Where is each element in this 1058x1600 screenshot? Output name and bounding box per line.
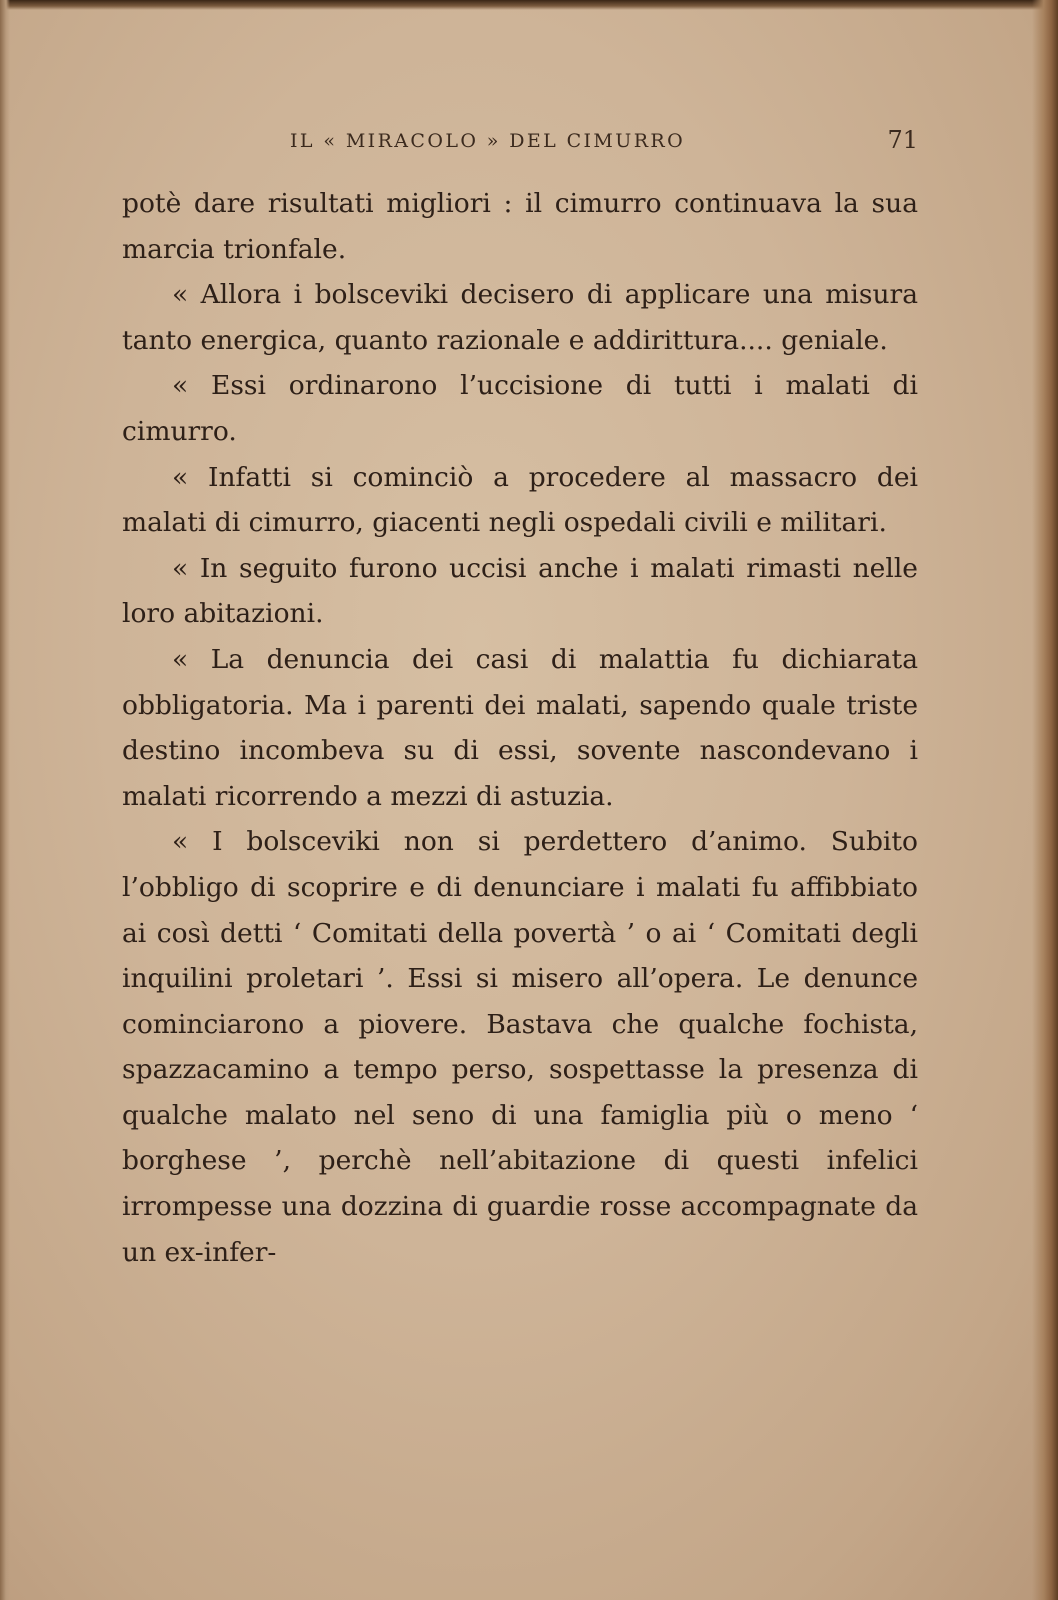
paragraph-3: « Essi ordinarono l’uccisione di tutti i malati di cimurro. [122,370,918,447]
paragraph-2: « Allora i bolsceviki decisero di applicare una misura tanto energica, quanto razionale e addirittura.... geniale. [122,279,918,356]
paragraph-6: « La denuncia dei casi di malattia fu dichiarata obbligatoria. Ma i parenti dei malati, sapendo quale triste destino incombeva su di essi, sovente nascondevano i malati ricorrendo a mezzi di astuzia. [122,643,918,812]
running-head [122,126,918,156]
paragraph-4: « Infatti si cominciò a procedere al massacro dei malati di cimurro, giacenti negli ospedali civili e militari. [122,461,918,539]
text-body [122,181,918,1275]
paragraph-5: « In seguito furono uccisi anche i malati rimasti nelle loro abitazioni. [122,552,918,630]
page-top-shadow [0,0,1058,10]
page-right-edge [1032,0,1058,1600]
paragraph-7: « I bolsceviki non si perdettero d’animo. Subito l’obbligo di scoprire e di denunciare i malati fu affibbiato ai così detti ‘ Comitati della povertà ’ o ai ‘ Comitati degli inquilini proletari ’. Essi si misero all’opera. Le denunce cominciarono a piovere. Bastava che qualche fochista, spazzacamino a tempo perso, sospettasse la presenza di qualche malato nel seno di una famiglia più o meno ‘ borghese ’, perchè nell’abitazione di questi infelici irrompesse una dozzina di guardie rosse accompagnate da un ex-infer- [122,826,918,1268]
running-title: IL « MIRACOLO » DEL CIMURRO [290,130,686,152]
page-number: 71 [887,126,918,154]
page-left-edge [0,0,10,1600]
paragraph-1: potè dare risultati migliori : il cimurro continuava la sua marcia trionfale. [122,188,918,265]
